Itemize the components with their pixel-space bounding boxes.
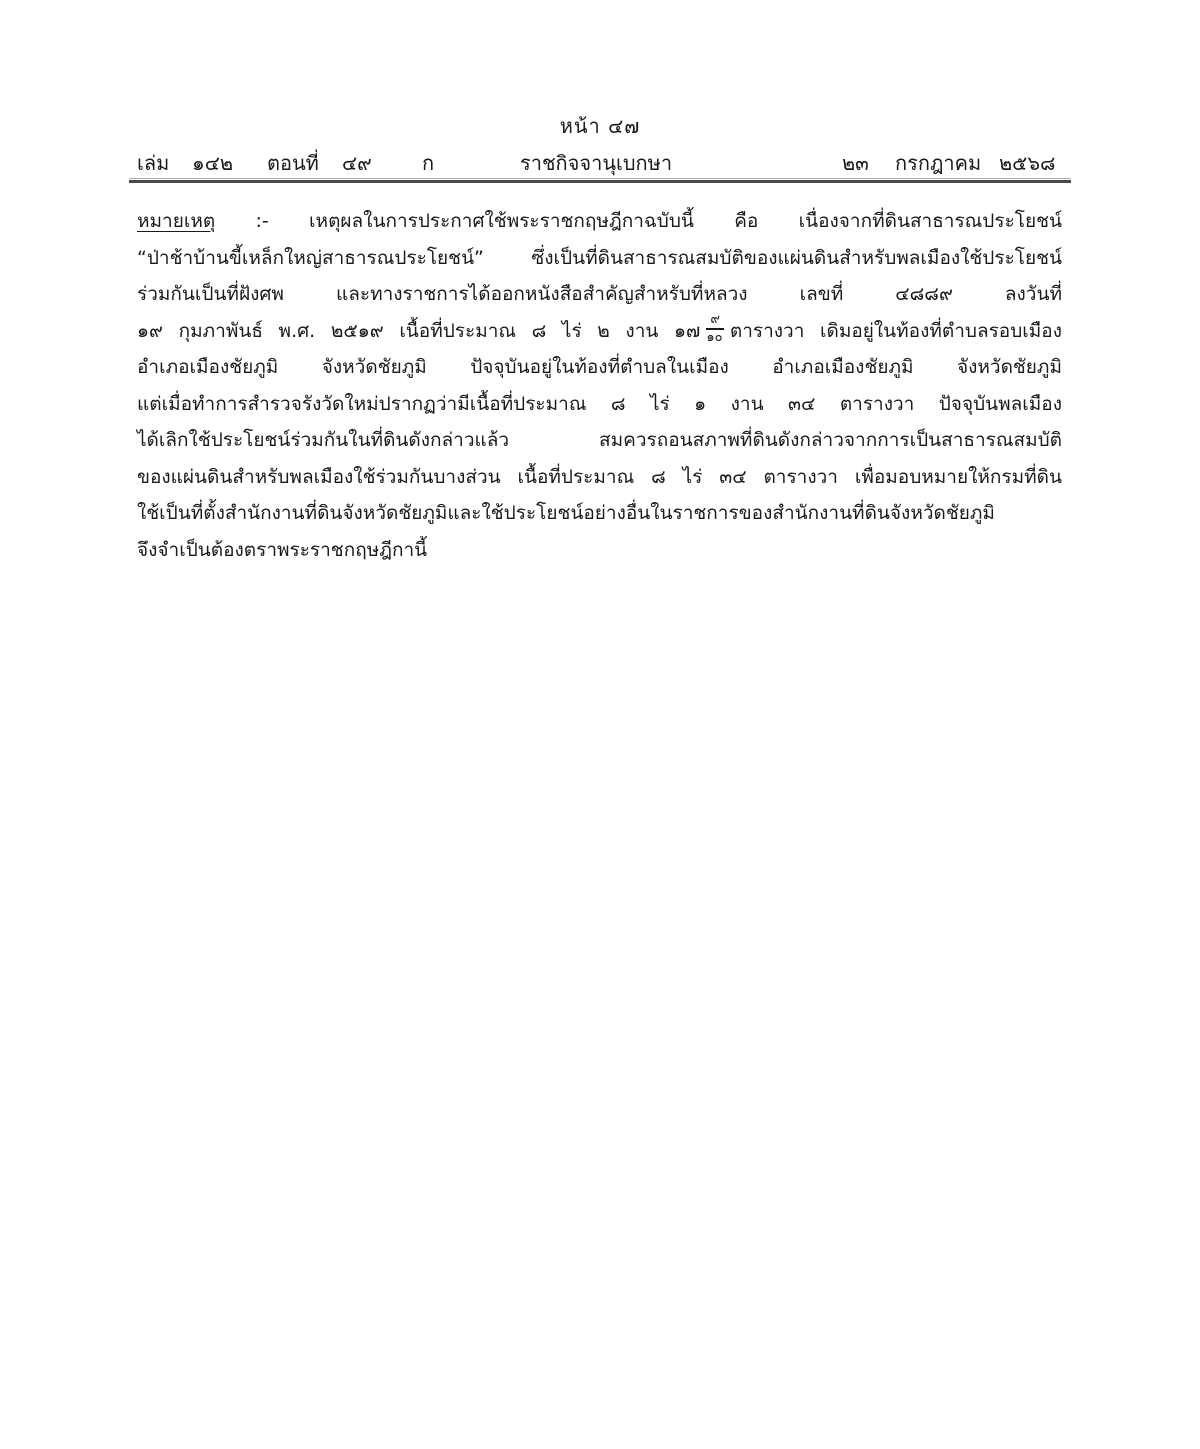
gazette-header	[137, 147, 1070, 175]
volume-label: เล่ม	[137, 151, 170, 175]
section-letter: ก	[422, 151, 435, 175]
note-line-9: ใช้เป็นที่ตั้งสำนักงานที่ดินจังหวัดชัยภูมิและใช้ประโยชน์อย่างอื่นในราชการของสำนักงานที่ดินจังหวัดชัยภูมิ	[137, 502, 995, 524]
date-year: ๒๕๖๘	[999, 151, 1056, 175]
note-line-6: แต่เมื่อทำการสำรวจรังวัดใหม่ปรากฏว่ามีเนื้อที่ประมาณ ๘ ไร่ ๑ งาน ๓๔ ตารางวา ปัจจุบันพลเมือง	[137, 392, 1062, 415]
note-line-5: อำเภอเมืองชัยภูมิ จังหวัดชัยภูมิ ปัจจุบันอยู่ในท้องที่ตำบลในเมือง อำเภอเมืองชัยภูมิ จังหวัดชัยภูมิ	[137, 356, 1062, 378]
volume-number: ๑๔๒	[192, 151, 234, 175]
header-rule-thick	[129, 180, 1071, 183]
note-line-8: ของแผ่นดินสำหรับพลเมืองใช้ร่วมกันบางส่วน เนื้อที่ประมาณ ๘ ไร่ ๓๔ ตารางวา เพื่อมอบหมายให้กรมที่ดิน	[137, 465, 1062, 488]
note-line-4	[137, 313, 1062, 350]
note-line-4-prefix: ๑๙ กุมภาพันธ์ พ.ศ. ๒๕๑๙ เนื้อที่ประมาณ ๘ ไร่ ๒ งาน ๑๗	[137, 319, 701, 342]
note-line-3: ร่วมกันเป็นที่ฝังศพ และทางราชการได้ออกหนังสือสำคัญสำหรับที่หลวง เลขที่ ๔๘๘๙ ลงวันที่	[137, 283, 1062, 305]
fraction-denominator: ๑๐	[706, 330, 723, 345]
page-number: หน้า ๔๗	[559, 114, 641, 138]
issue-label: ตอนที่	[267, 151, 319, 175]
note-line-1	[137, 203, 1062, 240]
note-paragraph	[137, 203, 1062, 568]
note-line-1-text: :- เหตุผลในการประกาศใช้พระราชกฤษฎีกาฉบับนี้ คือ เนื่องจากที่ดินสาธารณประโยชน์	[215, 210, 1062, 232]
note-label: หมายเหตุ	[137, 210, 216, 232]
gazette-name: ราชกิจจานุเบกษา	[520, 151, 673, 175]
note-line-7: ได้เลิกใช้ประโยชน์ร่วมกันในที่ดินดังกล่าวแล้ว สมควรถอนสภาพที่ดินดังกล่าวจากการเป็นสาธารณสมบัติ	[137, 429, 1062, 451]
issue-number: ๔๙	[342, 151, 372, 175]
date-month: กรกฎาคม	[895, 151, 982, 175]
header-rule-thin	[129, 178, 1071, 179]
note-line-4-suffix: ตารางวา เดิมอยู่ในท้องที่ตำบลรอบเมือง	[729, 319, 1062, 342]
date-day: ๒๓	[842, 151, 869, 175]
fraction-numerator: ๙	[706, 313, 724, 330]
note-line-10: จึงจำเป็นต้องตราพระราชกฤษฎีกานี้	[137, 538, 428, 561]
area-fraction	[706, 313, 724, 345]
note-line-2: “ป่าช้าบ้านขี้เหล็กใหญ่สาธารณประโยชน์” ซึ่งเป็นที่ดินสาธารณสมบัติของแผ่นดินสำหรับพลเมืองใช้ประโยชน์	[137, 246, 1062, 269]
